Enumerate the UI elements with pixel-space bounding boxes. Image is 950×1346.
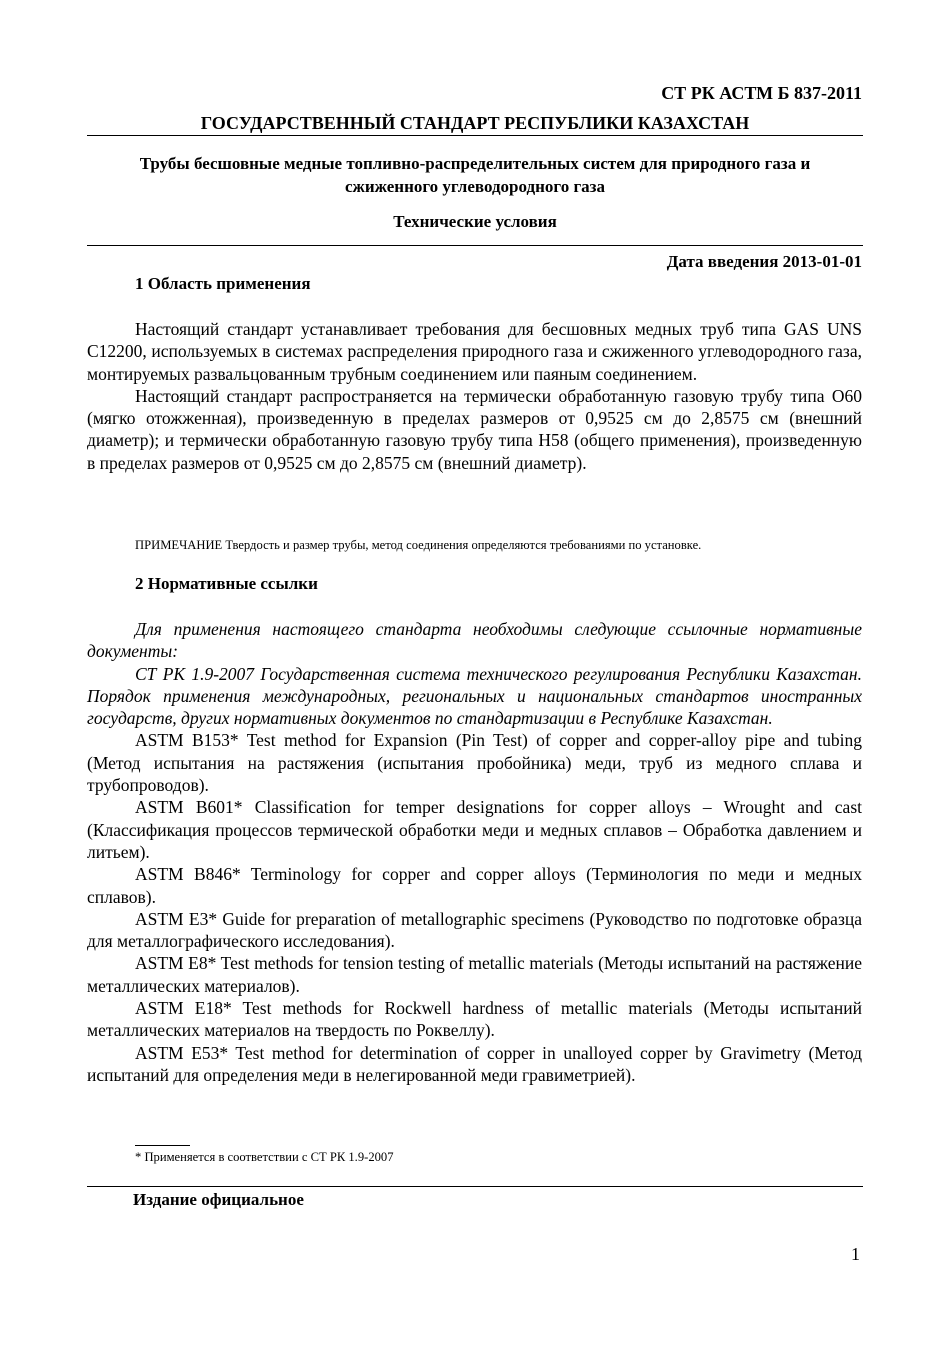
document-subtitle: Технические условия <box>393 212 557 231</box>
reference-item: СТ РК 1.9-2007 Государственная система технического регулирования Республики Казахстан. Порядок применения международных, региональных и национальных стандартов иностранных государств, других нормативных документов по стандартизации в Республике Казахстан. <box>87 663 862 729</box>
document-code: СТ РК АСТМ Б 837-2011 <box>661 83 862 103</box>
header-rule <box>87 135 863 136</box>
reference-item: ASTM E18* Test methods for Rockwell hardness of metallic materials (Методы испытаний металлических материалов на твердость по Роквеллу). <box>87 998 862 1041</box>
document-title <box>87 152 863 198</box>
section-2-body <box>87 618 862 1086</box>
section-1-paragraph: Настоящий стандарт распространяется на термически обработанную газовую трубу типа O60 (мягко отожженная), произведенную в пределах размеров от 0,9525 см до 2,8575 см (внешний диаметр); и термически обработанную газовую трубу типа H58 (общего применения), произведенную в пределах размеров от 0,9525 см до 2,8575 см (внешний диаметр). <box>87 385 862 473</box>
document-title-line-1: Трубы бесшовные медные топливно-распределительных систем для природного газа и <box>139 154 811 173</box>
intro-date: Дата введения 2013-01-01 <box>666 252 862 271</box>
reference-item: ASTM B846* Terminology for copper and copper alloys (Терминология по меди и медных сплавов). <box>87 864 862 907</box>
page-number: 1 <box>851 1244 860 1264</box>
section-1-body <box>87 318 862 474</box>
reference-item: ASTM E53* Test method for determination of copper in unalloyed copper by Gravimetry (Метод испытаний для определения меди в нелегированной меди гравиметрией). <box>87 1042 862 1085</box>
section-1-heading: 1 Область применения <box>135 274 311 293</box>
reference-item: ASTM E3* Guide for preparation of metallographic specimens (Руководство по подготовке образца для металлографического исследования). <box>87 908 862 952</box>
edition-label: Издание официальное <box>133 1190 304 1209</box>
section-1-paragraph: Настоящий стандарт устанавливает требования для бесшовных медных труб типа GAS UNS C12200, используемых в системах распределения природного газа и сжиженного углеводородного газа, монтируемых развальцованным трубным соединением или паяным соединением. <box>87 319 862 384</box>
reference-item: ASTM B153* Test method for Expansion (Pin Test) of copper and copper-alloy pipe and tubing (Метод испытания на растяжения (испытания пробойника) меди, труб из медного сплава и трубопроводов). <box>87 730 862 796</box>
section-2-heading: 2 Нормативные ссылки <box>135 574 318 593</box>
section-1-note: ПРИМЕЧАНИЕ Твердость и размер трубы, метод соединения определяются требованиями по установке. <box>135 538 702 552</box>
edition-rule <box>87 1186 863 1187</box>
reference-item: ASTM B601* Classification for temper designations for copper alloys – Wrought and cast (Классификация процессов термической обработки меди и медных сплавов – Обработка давлением и литьем). <box>87 797 862 862</box>
footnote-rule <box>135 1145 190 1146</box>
references-intro: Для применения настоящего стандарта необходимы следующие ссылочные нормативные документы: <box>87 619 862 662</box>
reference-item: ASTM E8* Test methods for tension testing of metallic materials (Методы испытаний на растяжение металлических материалов). <box>87 953 862 996</box>
footnote: * Применяется в соответствии с СТ РК 1.9-2007 <box>135 1150 394 1164</box>
standard-title: ГОСУДАРСТВЕННЫЙ СТАНДАРТ РЕСПУБЛИКИ КАЗАХСТАН <box>200 113 750 133</box>
document-title-line-2: сжиженного углеводородного газа <box>344 177 606 196</box>
title-rule <box>87 245 863 246</box>
